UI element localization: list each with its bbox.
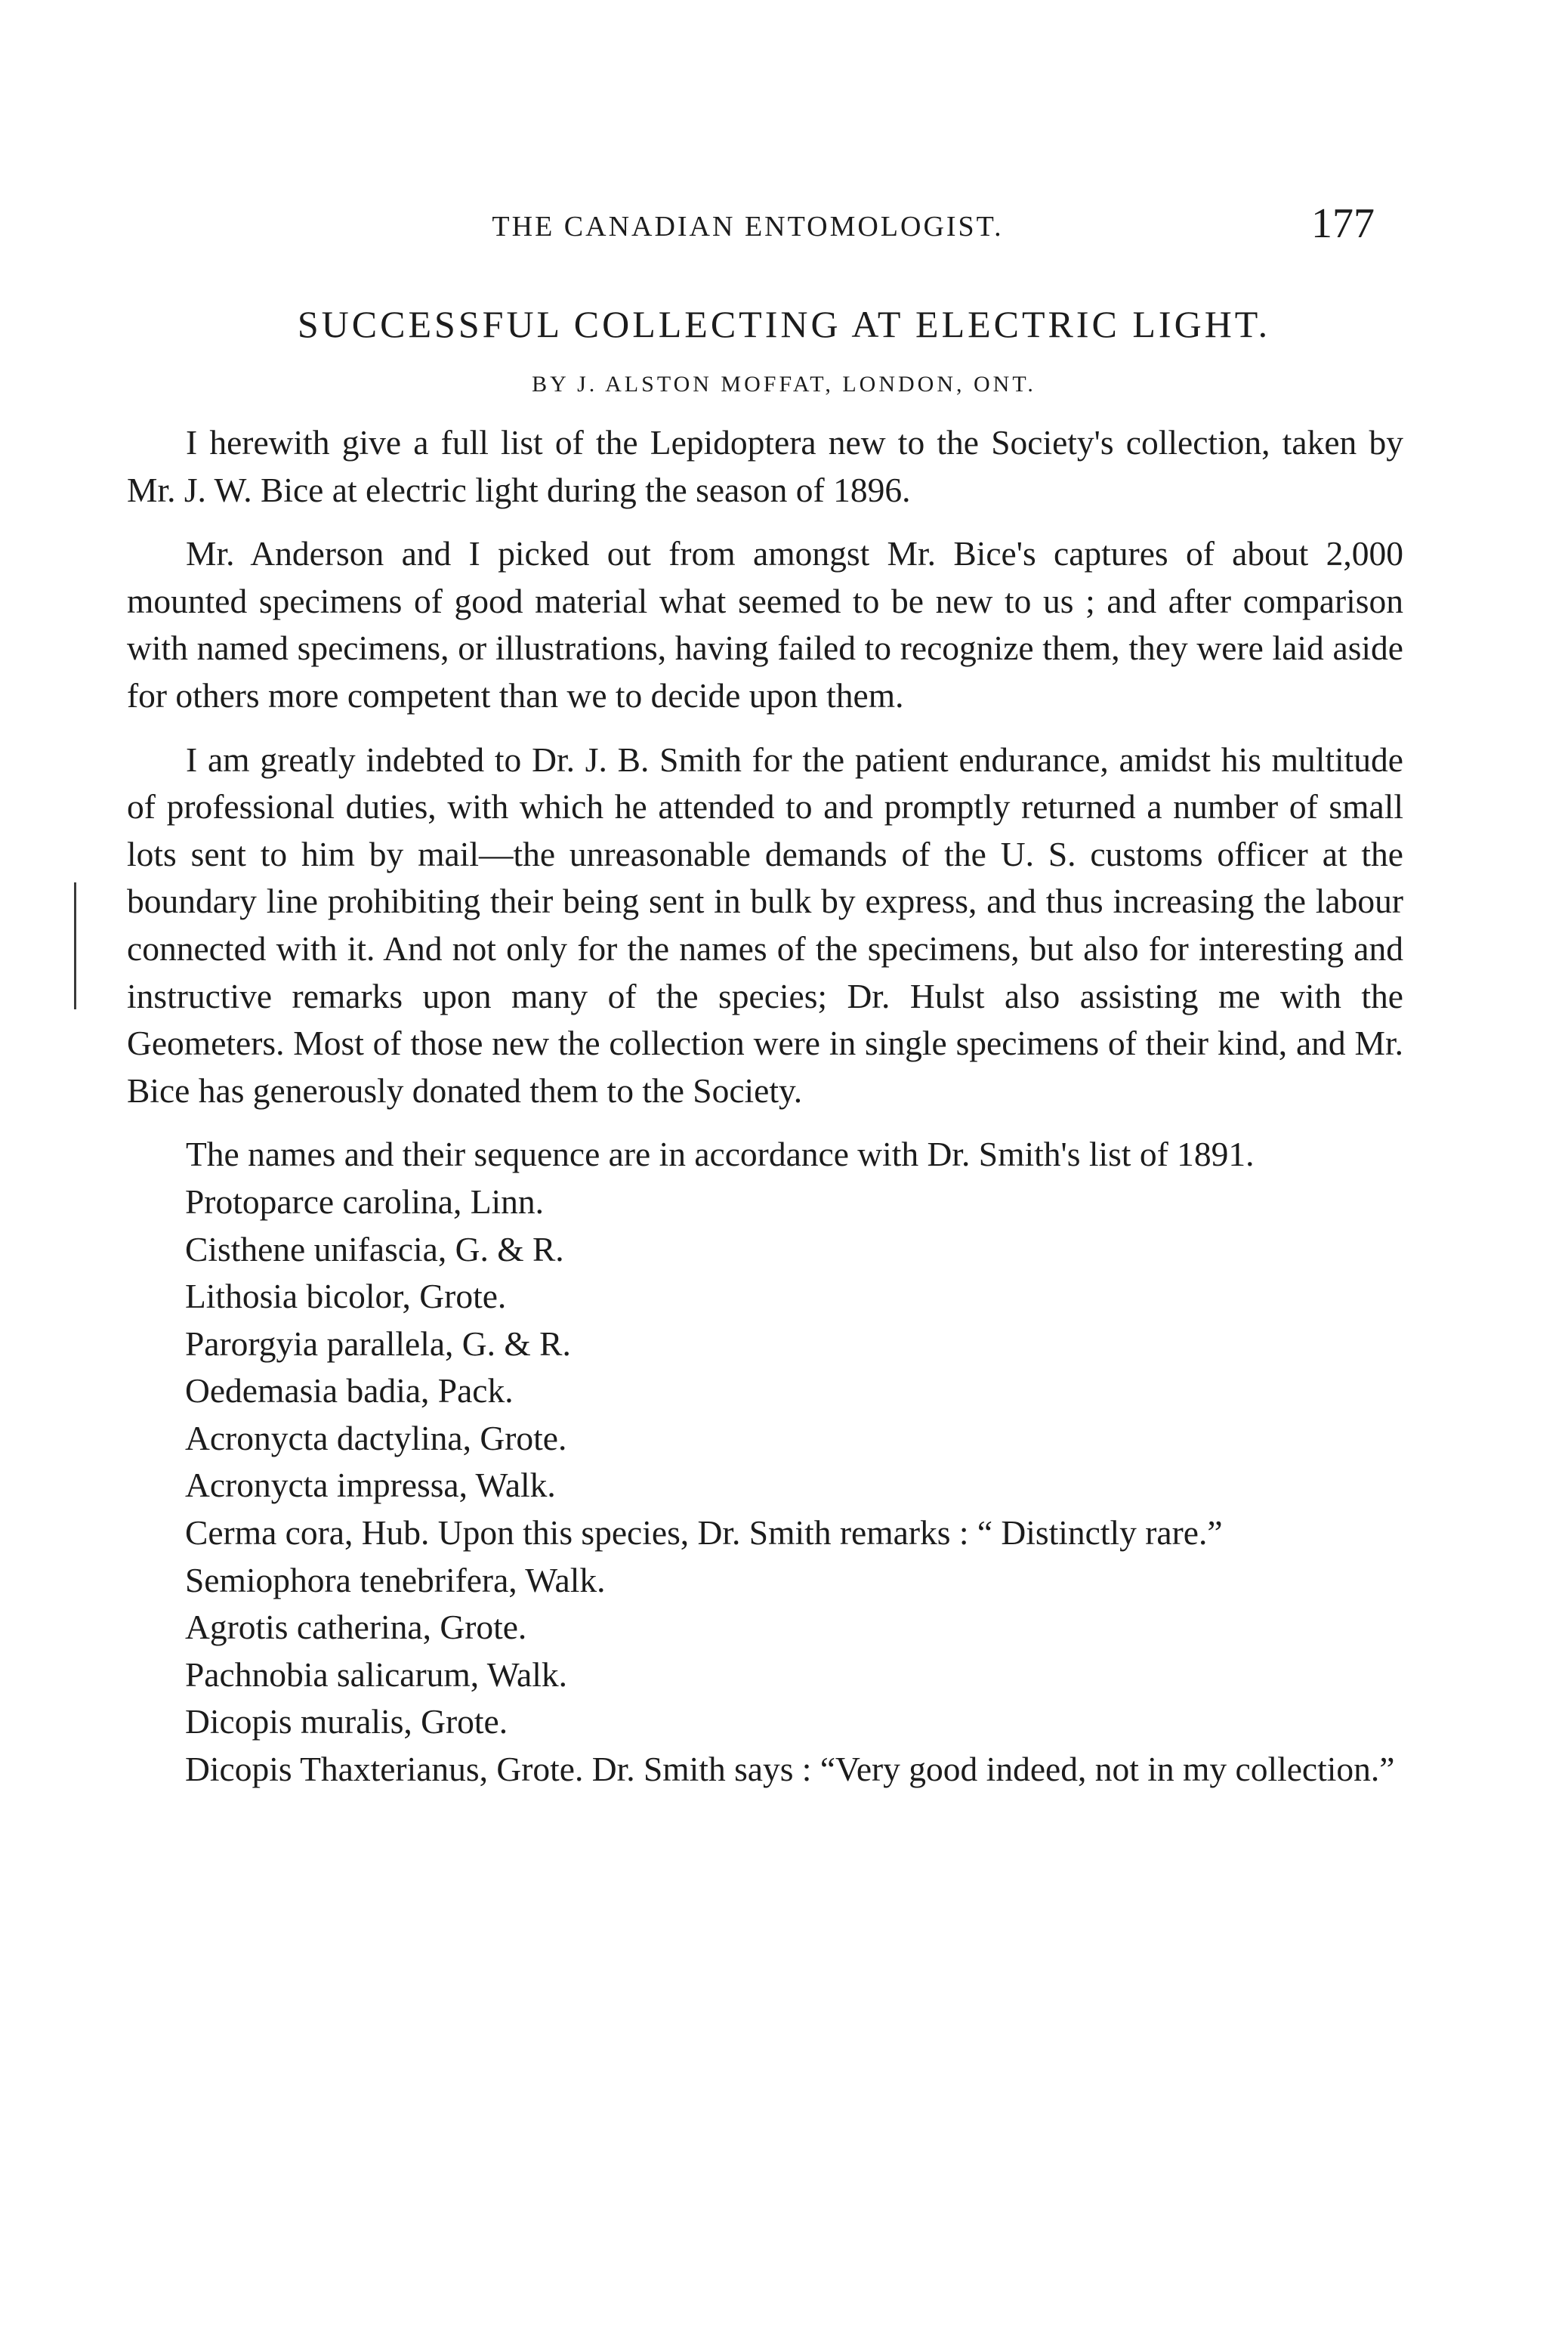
species-item: Acronycta impressa, Walk.	[185, 1466, 556, 1505]
species-list	[127, 1179, 1403, 1794]
paragraph: The names and their sequence are in accordance with Dr. Smith's list of 1891.	[186, 1135, 1255, 1174]
species-item: Cerma cora, Hub. Upon this species, Dr. Smith remarks : “ Distinctly rare.”	[185, 1513, 1223, 1553]
margin-mark	[74, 882, 76, 1009]
species-item: Dicopis muralis, Grote.	[185, 1702, 508, 1741]
species-item: Cisthene unifascia, G. & R.	[185, 1229, 564, 1268]
paragraph: I herewith give a full list of the Lepidoptera new to the Society's collection, taken by Mr. J. W. Bice at electric light during the season of 1896.	[127, 423, 1403, 509]
article-body	[127, 419, 1403, 1794]
paragraph: Mr. Anderson and I picked out from amongst Mr. Bice's captures of about 2,000 mounted specimens of good material what seemed to be new to us ; and after comparison with named specimens, or illustrations, having failed to recognize them, they were laid aside for others more competent than we to decide upon them.	[127, 534, 1403, 715]
running-head	[121, 200, 1375, 249]
paragraph: I am greatly indebted to Dr. J. B. Smith for the patient endurance, amidst his multitude of professional duties, with which he attended to and promptly returned a number of small lots sent to him by mail—the unreasonable demands of the U. S. customs officer at the boundary line prohibiting their being sent in bulk by express, and thus increasing the labour connected with it. And not only for the names of the specimens, but also for interesting and instructive remarks upon many of the species; Dr. Hulst also assisting me with the Geometers. Most of those new the collection were in single specimens of their kind, and Mr. Bice has generously donated them to the Society.	[127, 740, 1403, 1110]
journal-title: THE CANADIAN ENTOMOLOGIST.	[492, 211, 1004, 243]
species-item: Oedemasia badia, Pack.	[185, 1371, 514, 1410]
species-item: Agrotis catherina, Grote.	[185, 1608, 527, 1647]
article-title: SUCCESSFUL COLLECTING AT ELECTRIC LIGHT.	[297, 303, 1271, 345]
species-item: Dicopis Thaxterianus, Grote. Dr. Smith says : “Very good indeed, not in my collection.”	[185, 1750, 1395, 1789]
species-item: Semiophora tenebrifera, Walk.	[185, 1560, 606, 1599]
species-item: Lithosia bicolor, Grote.	[185, 1277, 507, 1316]
species-item: Parorgyia parallela, G. & R.	[185, 1324, 571, 1363]
page-number: 177	[1311, 200, 1375, 247]
species-item: Pachnobia salicarum, Walk.	[185, 1655, 567, 1694]
species-item: Acronycta dactylina, Grote.	[185, 1418, 567, 1457]
species-item: Protoparce carolina, Linn.	[185, 1182, 545, 1221]
author-byline: BY J. ALSTON MOFFAT, LONDON, ONT.	[532, 372, 1036, 397]
